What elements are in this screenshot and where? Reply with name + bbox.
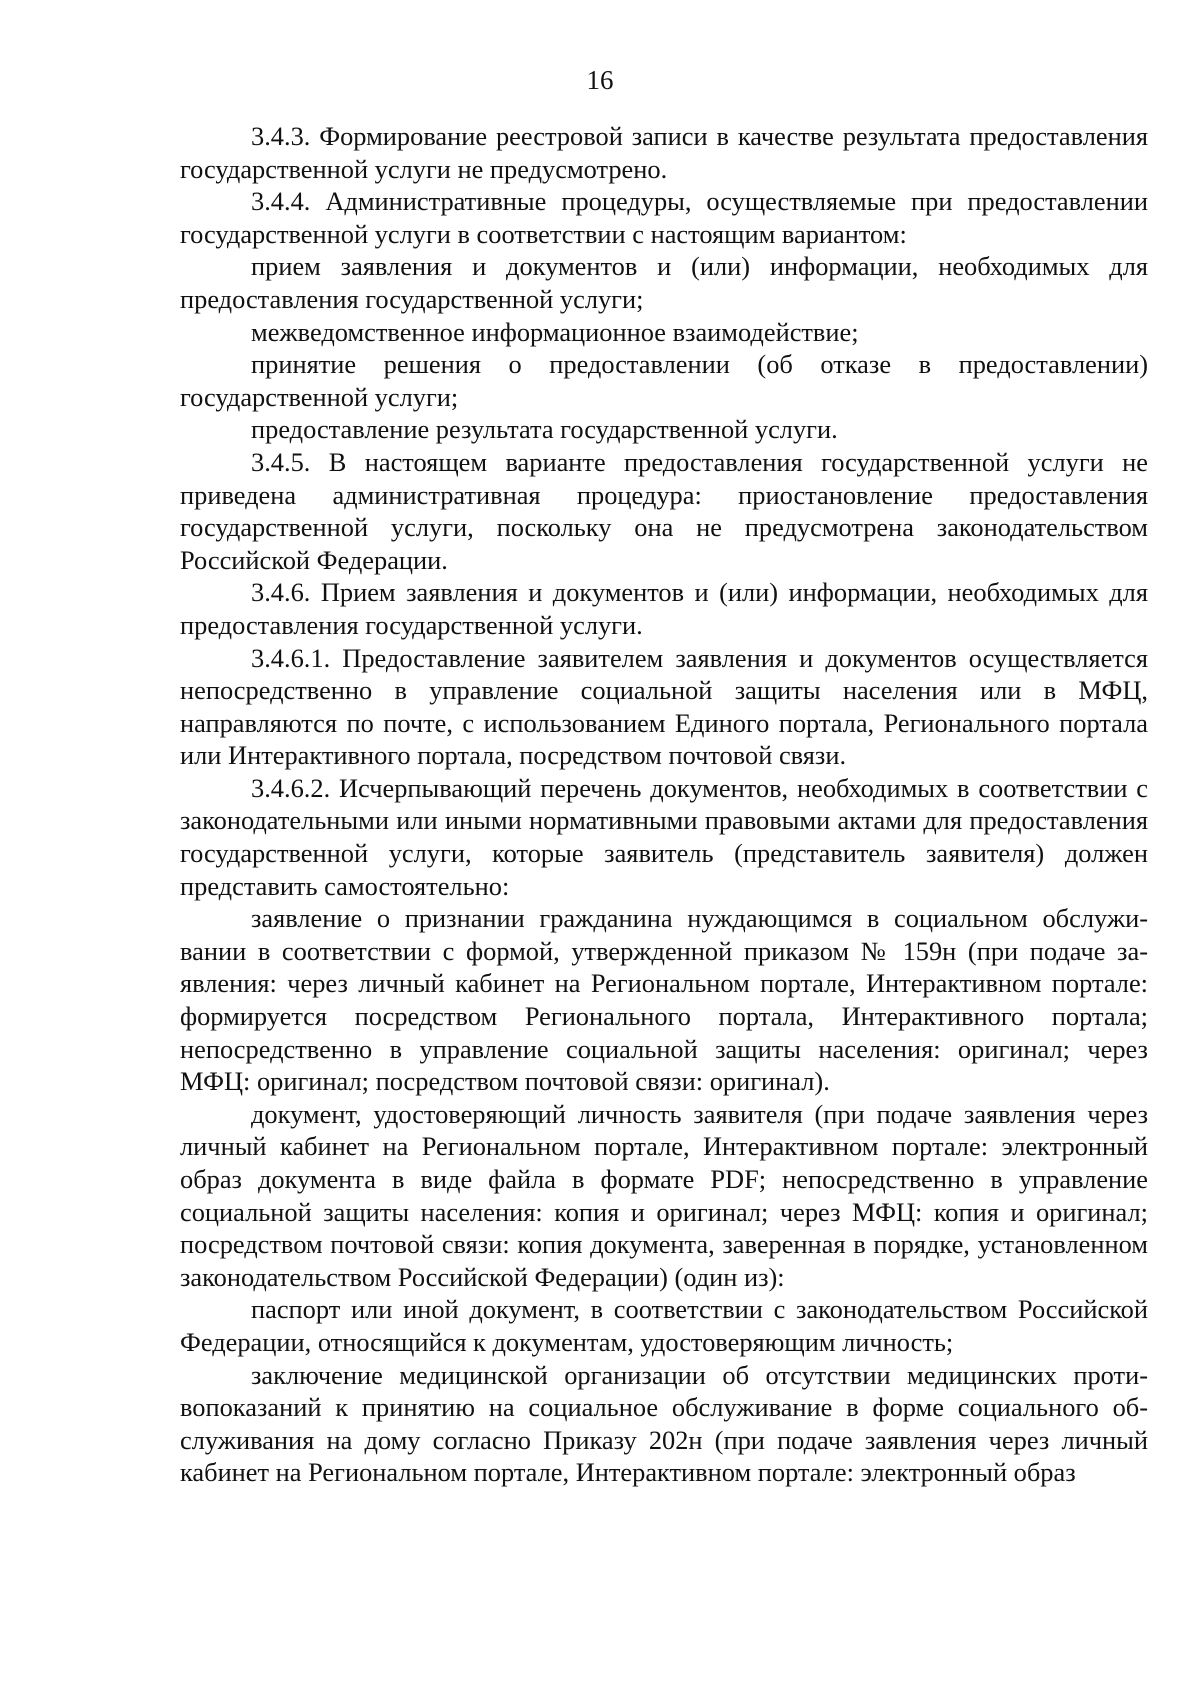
paragraph-3-4-4: 3.4.4. Административные процедуры, осуществляемые при предоставлении государственной услуги в соответствии с настоящим вариантом: (180, 186, 1148, 249)
procedure-item-decision: принятие решения о предоставлении (об отказе в предоставлении) государственной услуги; (180, 349, 1148, 412)
procedure-item-result: предоставление результата государственной услуги. (251, 414, 838, 445)
document-item-application: заявление о признании гражданина нуждающимся в социальном обслуживании в соответствии с формой, утвержденной приказом № 159н (при подаче заявления: через личный кабинет на Региональном портале, Интерактивном портале: формируется посредством Регионального портала, Интерактивного портала; непосредственно в управление социальной защиты населения: оригинал; через МФЦ: оригинал; посредством почтовой связи: оригинал). (180, 903, 1148, 1097)
document-item-medical-conclusion: заключение медицинской организации об отсутствии медицинских противопоказаний к принятию на социальное обслуживание в форме социального обслуживания на дому согласно Приказу 202н (при подаче заявления через личный кабинет на Региональном портале, Интерактивном портале: электронный образ (180, 1359, 1148, 1488)
document-body (180, 120, 1148, 1489)
procedure-item-reception: прием заявления и документов и (или) информации, необходимых для предоставления государственной услуги; (180, 251, 1148, 314)
document-item-passport: паспорт или иной документ, в соответствии с законодательством Российской Федерации, относящийся к документам, удостоверяющим личность; (180, 1294, 1148, 1357)
paragraph-3-4-5: 3.4.5. В настоящем варианте предоставления государственной услуги не приведена административная процедура: приостановление предоставления государственной услуги, поскольку она не предусмотрена законодательством Российской Федерации. (180, 446, 1148, 575)
paragraph-3-4-3: 3.4.3. Формирование реестровой записи в качестве результата предоставления государственной услуги не предусмотрено. (180, 121, 1148, 184)
page-number: 16 (586, 65, 614, 95)
paragraph-3-4-6: 3.4.6. Прием заявления и документов и (или) информации, необходимых для предоставления государственной услуги. (180, 577, 1148, 640)
paragraph-3-4-6-2: 3.4.6.2. Исчерпывающий перечень документов, необходимых в соответствии с законодательными или иными нормативными правовыми актами для предоставления государственной услуги, которые заявитель (представитель заявителя) должен представить самостоятельно: (180, 772, 1148, 901)
document-item-identity: документ, удостоверяющий личность заявителя (при подаче заявления через личный кабинет на Региональном портале, Интерактивном портале: электронный образ документа в виде файла в формате PDF; непосредственно в управление социальной защиты населения: копия и оригинал; через МФЦ: копия и оригинал; посредством почтовой связи: копия документа, заверенная в порядке, установленном законодательством Российской Федерации) (один из): (180, 1098, 1148, 1292)
paragraph-3-4-6-1: 3.4.6.1. Предоставление заявителем заявления и документов осуществляется непосредственно в управление социальной защиты населения или в МФЦ, направляются по почте, с использованием Единого портала, Регионального портала или Интерактивного портала, посредством почтовой связи. (180, 642, 1148, 771)
procedure-item-interagency: межведомственное информационное взаимодействие; (251, 316, 859, 347)
